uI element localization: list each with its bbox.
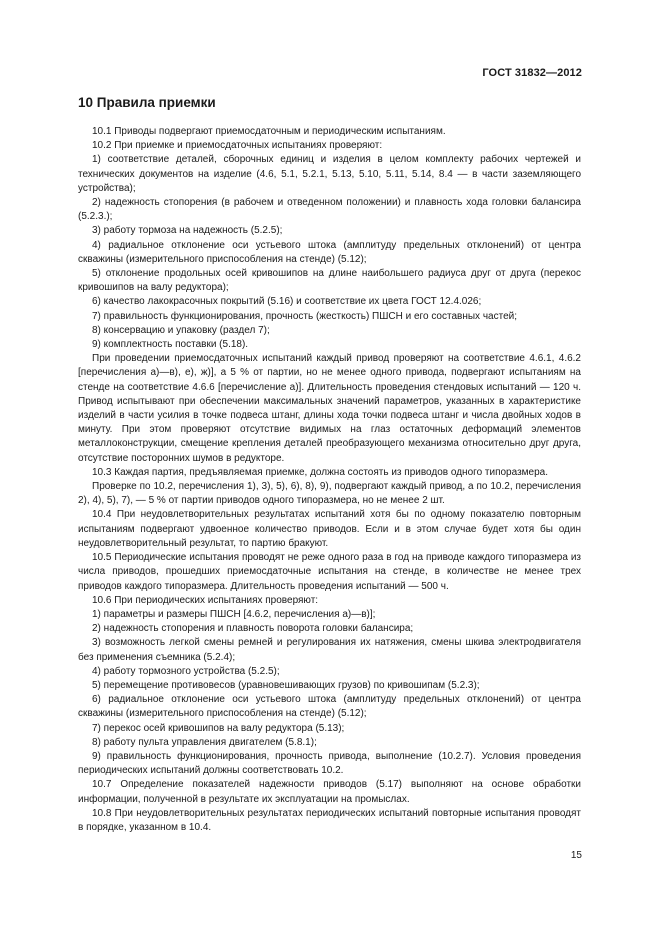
list-item: 9) комплектность поставки (5.18). xyxy=(92,339,249,351)
list-item: 4) работу тормозного устройства (5.2.5); xyxy=(92,665,280,677)
list-item: 4) радиальное отклонение оси устьевого штока (амплитуду предельных отклонений) от центра скважины (измерительного приспособления на стенде) (5.12); xyxy=(78,239,581,265)
list-item: 1) соответствие деталей, сборочных единиц и изделия в целом комплекту рабочих чертежей и технических документов на изделие (4.6, 5.1, 5.2.1, 5.13, 5.10, 5.11, 5.14, 8.4 — в части заземляющего устройства); xyxy=(78,154,581,194)
paragraph: При проведении приемосдаточных испытаний каждый привод проверяют на соответствие 4.6.1, 4.6.2 [перечисления а)—в), е), ж)], а 5 % от партии, но не менее одного привода, подвергают испытаниям на стенде на соответствие 4.6.6 [перечисление а)]. Длительность проведения стендовых испытаний — 120 ч. Привод испытывают при обеспечении максимальных значений параметров, указанных в характеристике изделий в части усилия в точке подвеса штанг, длины хода точки подвеса штанг и числа двойных ходов в минуту. При этом проверяют отсутствие видимых на глаз остаточных деформаций элементов металлоконструкции, смещение крепления деталей преобразующего механизма относительно друг друга, отсутствие посторонних шумов в редукторе. xyxy=(78,353,581,464)
list-item: 2) надежность стопорения (в рабочем и отведенном положении) и плавность хода головки балансира (5.2.3.); xyxy=(78,197,581,223)
paragraph: 10.5 Периодические испытания проводят не реже одного раза в год на приводе каждого типоразмера из числа приводов, прошедших приемосдаточные испытания на стенде, в количестве не менее трех приводов каждого типоразмера. Длительность проведения испытаний — 500 ч. xyxy=(78,552,581,592)
section-body xyxy=(78,125,581,835)
list-item: 5) отклонение продольных осей кривошипов на длине наибольшего радиуса друг от друга (перекос кривошипов на валу редуктора); xyxy=(78,268,581,294)
list-item: 1) параметры и размеры ПШСН [4.6.2, перечисления а)—в)]; xyxy=(92,608,376,620)
list-item: 2) надежность стопорения и плавность поворота головки балансира; xyxy=(92,623,414,635)
list-item: 5) перемещение противовесов (уравновешивающих грузов) по кривошипам (5.2.3); xyxy=(92,679,480,691)
paragraph: Проверке по 10.2, перечисления 1), 3), 5), 6), 8), 9), подвергают каждый привод, а по 10.2, перечисления 2), 4), 5), 7), — 5 % от партии приводов одного типоразмера, но не менее 2 шт. xyxy=(78,481,581,507)
paragraph: 10.2 При приемке и приемосдаточных испытаниях проверяют: xyxy=(92,140,383,152)
section-title: 10 Правила приемки xyxy=(78,95,216,110)
paragraph: 10.4 При неудовлетворительных результатах испытаний хотя бы по одному показателю повторным испытаниям подвергают удвоенное количество приводов. Если и в этом случае будет хотя бы один неудовлетворительный результат, то партию бракуют. xyxy=(78,509,581,549)
paragraph: 10.3 Каждая партия, предъявляемая приемке, должна состоять из приводов одного типоразмера. xyxy=(92,466,548,478)
list-item: 7) правильность функционирования, прочность (жесткость) ПШСН и его составных частей; xyxy=(92,310,517,322)
list-item: 8) консервацию и упаковку (раздел 7); xyxy=(92,324,270,336)
list-item: 7) перекос осей кривошипов на валу редуктора (5.13); xyxy=(92,722,345,734)
list-item: 3) возможность легкой смены ремней и регулирования их натяжения, смены шкива электродвигателя без применения съемника (5.2.4); xyxy=(78,637,581,663)
list-item: 6) качество лакокрасочных покрытий (5.16) и соответствие их цвета ГОСТ 12.4.026; xyxy=(92,296,482,308)
paragraph: 10.6 При периодических испытаниях проверяют: xyxy=(92,594,319,606)
paragraph: 10.1 Приводы подвергают приемосдаточным и периодическим испытаниям. xyxy=(92,126,446,137)
paragraph: 10.8 При неудовлетворительных результатах периодических испытаний повторные испытания проводят в порядке, указанном в 10.4. xyxy=(78,807,581,833)
paragraph: 10.7 Определение показателей надежности приводов (5.17) выполняют на основе обработки информации, полученной в результате их эксплуатации на промыслах. xyxy=(78,779,581,805)
list-item: 3) работу тормоза на надежность (5.2.5); xyxy=(92,225,283,237)
document-code: ГОСТ 31832—2012 xyxy=(482,67,582,79)
page-number: 15 xyxy=(570,850,582,861)
list-item: 6) радиальное отклонение оси устьевого штока (амплитуду предельных отклонений) от центра скважины (измерительного приспособления на стенде) (5.12); xyxy=(78,694,581,720)
list-item: 9) правильность функционирования, прочность привода, выполнение (10.2.7). Условия проведения периодических испытаний должны соответствовать 10.2. xyxy=(78,750,581,777)
list-item: 8) работу пульта управления двигателем (5.8.1); xyxy=(92,736,317,748)
